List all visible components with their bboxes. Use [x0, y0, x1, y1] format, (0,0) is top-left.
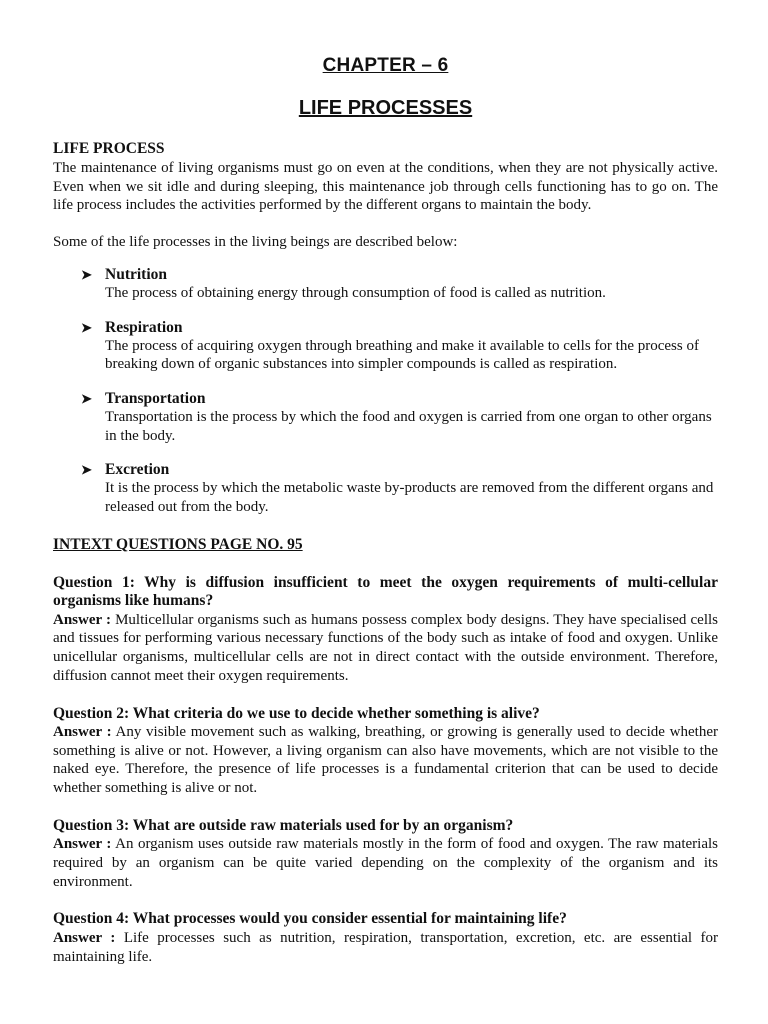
answer-body: Any visible movement such as walking, breathing, or growing is generally used to decide whether something is alive or not. However, a living organism can also have movements, which are not visible to the naked eye. Therefore, the presence of life processes is a fundamental criterion that can be used to decide whether something is alive or not. [53, 724, 718, 797]
arrow-bullet-icon: ➤ [81, 390, 92, 406]
chapter-heading: CHAPTER – 6 [322, 55, 449, 76]
question-block [53, 705, 718, 798]
answer-body: Life processes such as nutrition, respiration, transportation, excretion, etc. are essential for maintaining life. [53, 929, 718, 965]
process-name: Transportation [105, 389, 206, 407]
process-name: Nutrition [105, 265, 167, 283]
answer-body: An organism uses outside raw materials mostly in the form of food and oxygen. The raw materials required by an organism can be quite varied depending on the complexity of the organism and its environment. [53, 836, 718, 890]
list-item [81, 266, 718, 303]
chapter-title: LIFE PROCESSES [298, 97, 473, 119]
process-description: The process of obtaining energy through consumption of food is called as nutrition. [105, 284, 606, 301]
process-name: Respiration [105, 318, 183, 336]
list-item [81, 461, 718, 516]
list-item [81, 390, 718, 445]
answer-label: Answer : [53, 929, 116, 946]
section-heading: LIFE PROCESS [53, 140, 165, 157]
question-text: Question 1: Why is diffusion insufficient to meet the oxygen requirements of multi-cellular organisms like humans? [53, 573, 718, 610]
intro-paragraph: The maintenance of living organisms must go on even at the conditions, when they are not physically active. Even when we sit idle and during sleeping, this maintenance job through cells functioning has to go on. The life process includes the activities performed by the different organs to maintain the body. [53, 160, 718, 214]
question-block [53, 574, 718, 686]
arrow-bullet-icon: ➤ [81, 319, 92, 335]
answer-text [53, 835, 718, 891]
process-name: Excretion [105, 461, 170, 479]
intext-questions-heading: INTEXT QUESTIONS PAGE NO. 95 [53, 535, 303, 553]
answer-label: Answer : [53, 836, 112, 853]
question-text: Question 4: What processes would you consider essential for maintaining life? [53, 910, 567, 928]
question-text: Question 3: What are outside raw materials used for by an organism? [53, 816, 514, 834]
arrow-bullet-icon: ➤ [81, 462, 92, 478]
answer-label: Answer : [53, 611, 111, 628]
answer-text [53, 929, 718, 966]
lead-paragraph: Some of the life processes in the living beings are described below: [53, 234, 458, 251]
question-block [53, 817, 718, 892]
answer-label: Answer : [53, 724, 112, 741]
process-description: Transportation is the process by which the food and oxygen is carried from one organ to other organs in the body. [105, 408, 712, 444]
arrow-bullet-icon: ➤ [81, 266, 92, 282]
question-text: Question 2: What criteria do we use to decide whether something is alive? [53, 704, 540, 722]
process-description: It is the process by which the metabolic waste by-products are removed from the different organs and released out from the body. [105, 480, 714, 516]
process-list [53, 266, 718, 517]
answer-text [53, 723, 718, 798]
answer-body: Multicellular organisms such as humans possess complex body designs. They have specialised cells and tissues for performing various necessary functions of the body such as intake of food and oxygen. Unlike unicellular organisms, multicellular cells are not in direct contact with the outside environment. Therefore, diffusion cannot meet their oxygen requirements. [53, 611, 718, 684]
list-item [81, 319, 718, 374]
question-block [53, 910, 718, 966]
answer-text [53, 611, 718, 686]
process-description: The process of acquiring oxygen through breathing and make it available to cells for the process of breaking down of organic substances into simpler compounds is called as respiration. [105, 337, 699, 373]
